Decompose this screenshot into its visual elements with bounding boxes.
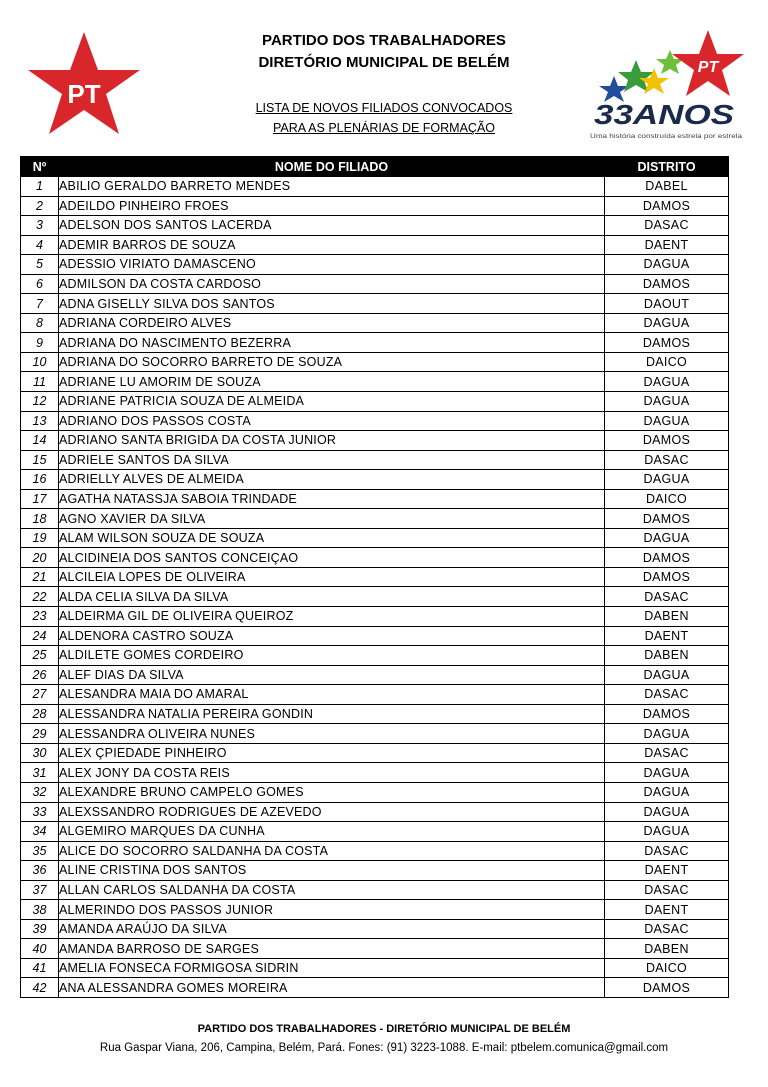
row-number: 17 [21,489,59,509]
member-district: DAENT [605,626,729,646]
member-district: DASAC [605,587,729,607]
table-row [21,274,729,294]
member-name: ALDILETE GOMES CORDEIRO [59,646,605,666]
member-district: DAENT [605,861,729,881]
table-row [21,587,729,607]
member-district: DASAC [605,450,729,470]
member-district: DASAC [605,919,729,939]
member-name: ABILIO GERALDO BARRETO MENDES [59,177,605,197]
member-district: DAMOS [605,274,729,294]
member-name: AMANDA BARROSO DE SARGES [59,939,605,959]
table-row [21,411,729,431]
member-name: ADRIANE LU AMORIM DE SOUZA [59,372,605,392]
member-district: DAMOS [605,567,729,587]
members-table [20,156,729,998]
member-name: ALEX ÇPIEDADE PINHEIRO [59,743,605,763]
table-row [21,294,729,314]
row-number: 37 [21,880,59,900]
member-district: DASAC [605,841,729,861]
row-number: 39 [21,919,59,939]
member-name: ADEILDO PINHEIRO FROES [59,196,605,216]
member-name: ADRIANA DO SOCORRO BARRETO DE SOUZA [59,352,605,372]
member-district: DAICO [605,958,729,978]
row-number: 34 [21,822,59,842]
member-district: DAOUT [605,294,729,314]
table-row [21,958,729,978]
row-number: 31 [21,763,59,783]
table-row [21,939,729,959]
member-district: DAGUA [605,528,729,548]
row-number: 27 [21,685,59,705]
member-district: DAICO [605,489,729,509]
table-row [21,724,729,744]
row-number: 14 [21,431,59,451]
member-district: DAGUA [605,411,729,431]
member-name: ADESSIO VIRIATO DAMASCENO [59,255,605,275]
member-name: AMANDA ARAÚJO DA SILVA [59,919,605,939]
member-name: ADEMIR BARROS DE SOUZA [59,235,605,255]
row-number: 15 [21,450,59,470]
row-number: 18 [21,509,59,529]
table-row [21,392,729,412]
table-row [21,626,729,646]
member-name: AGATHA NATASSJA SABOIA TRINDADE [59,489,605,509]
member-name: ADRIELE SANTOS DA SILVA [59,450,605,470]
member-name: ADRIANO SANTA BRIGIDA DA COSTA JUNIOR [59,431,605,451]
member-name: ALESSANDRA OLIVEIRA NUNES [59,724,605,744]
member-district: DAGUA [605,782,729,802]
row-number: 20 [21,548,59,568]
table-row [21,900,729,920]
table-row [21,704,729,724]
member-name: ALCIDINEIA DOS SANTOS CONCEIÇAO [59,548,605,568]
row-number: 7 [21,294,59,314]
member-name: ALDEIRMA GIL DE OLIVEIRA QUEIROZ [59,607,605,627]
table-row [21,509,729,529]
table-row [21,665,729,685]
member-district: DAGUA [605,802,729,822]
table-header-row [21,157,729,177]
member-name: ALEF DIAS DA SILVA [59,665,605,685]
table-row [21,802,729,822]
table-row [21,548,729,568]
table-row [21,919,729,939]
member-name: ALGEMIRO MARQUES DA CUNHA [59,822,605,842]
row-number: 5 [21,255,59,275]
member-name: ALCILEIA LOPES DE OLIVEIRA [59,567,605,587]
table-row [21,313,729,333]
table-row [21,431,729,451]
member-district: DAGUA [605,470,729,490]
column-number: Nº [21,157,59,177]
row-number: 16 [21,470,59,490]
table-row [21,743,729,763]
directory-title: DIRETÓRIO MUNICIPAL DE BELÉM [258,54,510,71]
row-number: 12 [21,392,59,412]
member-name: ANA ALESSANDRA GOMES MOREIRA [59,978,605,998]
row-number: 26 [21,665,59,685]
row-number: 3 [21,216,59,236]
member-name: ADRIANA CORDEIRO ALVES [59,313,605,333]
member-district: DABEN [605,607,729,627]
pt-logo-text: PT [67,79,101,109]
row-number: 23 [21,607,59,627]
member-name: ADELSON DOS SANTOS LACERDA [59,216,605,236]
member-district: DAGUA [605,822,729,842]
row-number: 22 [21,587,59,607]
column-district: DISTRITO [605,157,729,177]
row-number: 29 [21,724,59,744]
pt-33-anos-logo [584,26,748,146]
table-row [21,646,729,666]
member-district: DAICO [605,352,729,372]
table-row [21,880,729,900]
member-name: ADRIANA DO NASCIMENTO BEZERRA [59,333,605,353]
member-district: DAGUA [605,763,729,783]
row-number: 33 [21,802,59,822]
list-subtitle-line1: LISTA DE NOVOS FILIADOS CONVOCADOS [255,101,513,115]
green-small-star-icon [656,50,684,74]
row-number: 6 [21,274,59,294]
member-name: ALMERINDO DOS PASSOS JUNIOR [59,900,605,920]
member-name: ALAM WILSON SOUZA DE SOUZA [59,528,605,548]
row-number: 19 [21,528,59,548]
table-row [21,216,729,236]
member-district: DASAC [605,216,729,236]
table-row [21,255,729,275]
table-row [21,763,729,783]
row-number: 2 [21,196,59,216]
row-number: 8 [21,313,59,333]
row-number: 10 [21,352,59,372]
row-number: 21 [21,567,59,587]
table-row [21,528,729,548]
table-row [21,861,729,881]
anos-33-text: 33ANOS [594,99,735,130]
member-district: DAMOS [605,196,729,216]
member-name: ALESSANDRA NATALIA PEREIRA GONDIN [59,704,605,724]
table-row [21,177,729,197]
member-district: DAMOS [605,548,729,568]
pt-small-text: PT [697,59,719,76]
column-name: NOME DO FILIADO [59,157,605,177]
member-district: DASAC [605,685,729,705]
row-number: 40 [21,939,59,959]
table-row [21,235,729,255]
member-name: AGNO XAVIER DA SILVA [59,509,605,529]
table-row [21,450,729,470]
member-district: DASAC [605,880,729,900]
member-name: ALEXSSANDRO RODRIGUES DE AZEVEDO [59,802,605,822]
row-number: 11 [21,372,59,392]
table-row [21,685,729,705]
table-row [21,978,729,998]
member-district: DAGUA [605,372,729,392]
table-row [21,567,729,587]
party-title: PARTIDO DOS TRABALHADORES [262,32,506,49]
table-row [21,470,729,490]
member-name: ADMILSON DA COSTA CARDOSO [59,274,605,294]
member-name: ALESANDRA MAIA DO AMARAL [59,685,605,705]
row-number: 30 [21,743,59,763]
member-district: DAENT [605,235,729,255]
member-name: ADNA GISELLY SILVA DOS SANTOS [59,294,605,314]
tagline-text: Uma história construída estrela por estrela [590,133,743,140]
member-name: ALDA CELIA SILVA DA SILVA [59,587,605,607]
member-name: ALEX JONY DA COSTA REIS [59,763,605,783]
row-number: 42 [21,978,59,998]
member-district: DABEN [605,646,729,666]
pt-star-logo [24,30,144,138]
member-name: ALDENORA CASTRO SOUZA [59,626,605,646]
member-name: ALEXANDRE BRUNO CAMPELO GOMES [59,782,605,802]
member-name: ADRIANO DOS PASSOS COSTA [59,411,605,431]
member-district: DAMOS [605,333,729,353]
list-subtitle-line2: PARA AS PLENÁRIAS DE FORMAÇÃO [272,121,496,135]
table-row [21,489,729,509]
table-row [21,196,729,216]
member-district: DAGUA [605,665,729,685]
footer-org: PARTIDO DOS TRABALHADORES - DIRETÓRIO MUNICIPAL DE BELÉM [197,1023,571,1035]
member-district: DASAC [605,743,729,763]
table-row [21,782,729,802]
row-number: 13 [21,411,59,431]
row-number: 35 [21,841,59,861]
member-name: ALLAN CARLOS SALDANHA DA COSTA [59,880,605,900]
member-district: DAMOS [605,509,729,529]
member-district: DAENT [605,900,729,920]
member-district: DAGUA [605,392,729,412]
table-row [21,607,729,627]
row-number: 4 [21,235,59,255]
member-district: DAMOS [605,704,729,724]
table-row [21,352,729,372]
member-district: DAGUA [605,255,729,275]
member-name: ADRIELLY ALVES DE ALMEIDA [59,470,605,490]
member-district: DAGUA [605,313,729,333]
table-row [21,333,729,353]
row-number: 25 [21,646,59,666]
member-name: ALINE CRISTINA DOS SANTOS [59,861,605,881]
row-number: 9 [21,333,59,353]
row-number: 24 [21,626,59,646]
row-number: 36 [21,861,59,881]
member-district: DAMOS [605,978,729,998]
member-district: DABEL [605,177,729,197]
member-name: ALICE DO SOCORRO SALDANHA DA COSTA [59,841,605,861]
row-number: 32 [21,782,59,802]
row-number: 28 [21,704,59,724]
member-name: ADRIANE PATRICIA SOUZA DE ALMEIDA [59,392,605,412]
row-number: 38 [21,900,59,920]
row-number: 1 [21,177,59,197]
table-row [21,372,729,392]
member-name: AMELIA FONSECA FORMIGOSA SIDRIN [59,958,605,978]
table-row [21,822,729,842]
member-district: DAMOS [605,431,729,451]
row-number: 41 [21,958,59,978]
member-district: DABEN [605,939,729,959]
member-district: DAGUA [605,724,729,744]
footer-address: Rua Gaspar Viana, 206, Campina, Belém, Pará. Fones: (91) 3223-1088. E-mail: ptbelem.comunica@gmail.com [99,1042,669,1054]
table-row [21,841,729,861]
